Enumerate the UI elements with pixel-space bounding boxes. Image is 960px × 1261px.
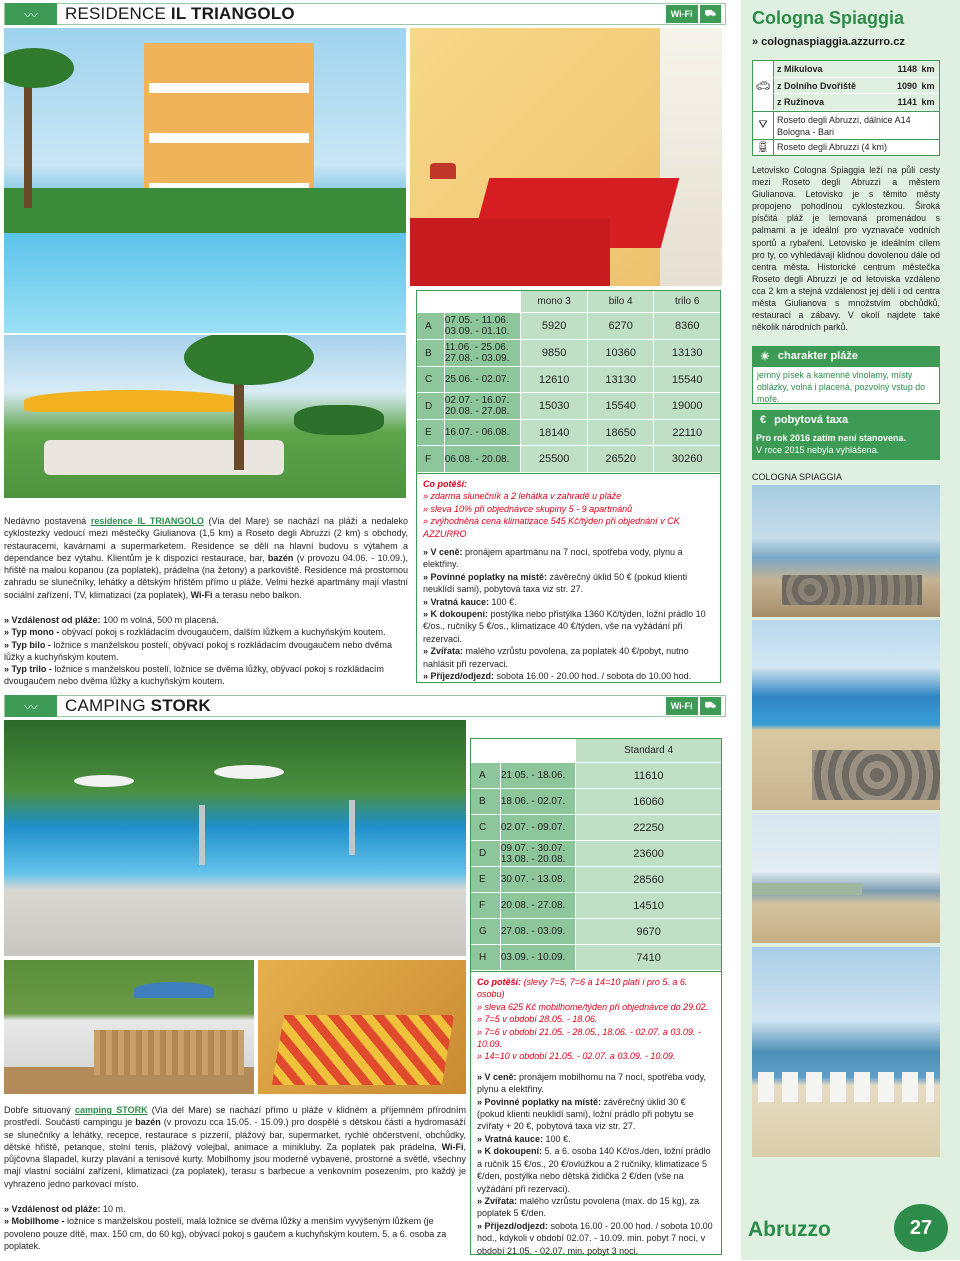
photo-caption: COLOGNA SPIAGGIA — [752, 472, 843, 482]
price-cell: 10360 — [588, 340, 655, 366]
season-key: E — [417, 420, 445, 445]
price-cell: 25500 — [521, 446, 588, 472]
season-key: E — [471, 867, 501, 892]
col-header: Standard 4 — [576, 739, 721, 762]
price-cell: 8360 — [654, 313, 720, 339]
price-row — [471, 841, 721, 867]
season-key: C — [417, 367, 445, 392]
info-item: » Zvířata: malého vzrůstu povolena, za poplatek 40 €/pobyt, nutno nahlásit při rezervaci. — [423, 646, 689, 669]
season-dates: 27.08. - 03.09. — [501, 919, 576, 944]
price-cell: 23600 — [576, 841, 721, 866]
highway-icon: ⛛ — [758, 119, 768, 131]
info-item: » Vratná kauce: 100 €. — [477, 1133, 571, 1144]
season-dates: 18.06. - 02.07. — [501, 789, 576, 814]
info-item: » K dokoupení: postýlka nebo přistýlka 1360 Kč/týden, ložní prádlo 10 €/os., ručníky 5 €/os., klimatizace 40 €/týden, vše na vyžádání při rezervaci. — [423, 609, 706, 644]
camping-header — [4, 695, 726, 717]
list-item: » Vzdálenost od pláže: 10 m. — [4, 1204, 126, 1214]
price-row — [471, 763, 721, 789]
season-dates: 20.08. - 27.08. — [501, 893, 576, 918]
beach-photo-1 — [752, 485, 940, 617]
list-item: » Typ mono - obývací pokoj s rozkládacím dvougaučem, dalším lůžkem a kuchyňským koutem. — [4, 627, 386, 638]
garden-photo — [4, 335, 406, 498]
season-dates: 06.08. - 20.08. — [445, 446, 521, 472]
info-item: » V ceně: pronájem apartmánu na 7 nocí, spotřeba vody, plynu a elektřiny. — [423, 547, 683, 570]
camping-pool-photo — [4, 720, 466, 956]
list-item: » Typ bilo - ložnice s manželskou postelí, obývací pokoj s rozkládacím dvougaučem nebo dvěma lůžky a kuchyňským koutem. — [4, 639, 393, 662]
info-list-1 — [423, 546, 714, 682]
residence-features — [4, 614, 408, 688]
camping-features — [4, 1203, 466, 1252]
sun-icon: ☀ — [760, 350, 770, 363]
car-icon: 🚗︎ — [755, 79, 771, 93]
mobilhome-photo — [4, 960, 254, 1094]
camping-link[interactable]: camping STORK — [75, 1105, 148, 1115]
swimmer-icon: 〰 — [5, 3, 57, 25]
camping-title: CAMPING STORK — [65, 696, 211, 715]
season-dates: 02.07. - 16.07. 20.08. - 27.08. — [445, 393, 521, 419]
mobilhome-bedroom-photo — [258, 960, 466, 1094]
beach-text: jemný písek a kamenné vlnolamy, místy oblázky, volná i placená, pozvolný vstup do moře. — [752, 366, 940, 404]
residence-header — [4, 3, 726, 25]
list-item: » Typ trilo - ložnice s manželskou postelí, ložnice se dvěma lůžky, obývací pokoj s rozkládacím dvougaučem nebo dvěma lůžky a kuchyňským koutem. — [4, 664, 384, 687]
col-header: trilo 6 — [654, 291, 720, 312]
season-key: G — [471, 919, 501, 944]
info-item: » Příjezd/odjezd: sobota 16.00 - 20.00 hod. / sobota 10.00 hod., kdykoli v období 02.07. - 10.09. min. pobyt 7 nocí, v období 21.05. - 02.07. min. pobyt 3 noci. — [477, 1220, 713, 1256]
info-list-2 — [477, 1071, 715, 1257]
beach-photo-2 — [752, 620, 940, 810]
season-key: C — [471, 815, 501, 840]
season-key: F — [471, 893, 501, 918]
price-cell: 11610 — [576, 763, 721, 788]
region-label: Abruzzo — [748, 1218, 831, 1241]
camping-price-table — [470, 738, 722, 1255]
perk-item: » zdarma slunečník a 2 lehátka v zahradě u pláže — [423, 491, 622, 502]
sidebar-description: Letovisko Cologna Spiaggia leží na půli cesty mezi Roseto degli Abruzzi a městem Giulianova. Letovisko je s těmito městy propojeno pohodlnou cyklostezkou. Široká písčitá pláž je lemovaná promenádou s palmami a je ideální pro vyznavače vodních sportů a rybaření. Letovisko je ideálním cílem pro ty, co vyhledávají klidnou dovolenou dále od centra města. Historické centrum městečka Roseto degli Abruzzi je od letoviska vzdáleno cca 2 km a stejná vzdálenost jej dělí i od centra města Giulianova s množstvím obchůdků, restaurací a zábavy. V okolí najdete také několik národních parků. — [752, 165, 940, 333]
swimmer-icon: 〰 — [5, 695, 57, 717]
season-key: D — [471, 841, 501, 866]
season-dates: 25.06. - 02.07. — [445, 367, 521, 392]
perk-item: » 14=10 v období 21.05. - 02.07. a 03.09. - 10.09. — [477, 1051, 676, 1062]
info-item: » Zvířata: malého vzrůstu povolena (max. do 15 kg), za poplatek 5 €/den. — [477, 1195, 700, 1219]
price-cell: 13130 — [588, 367, 655, 392]
price-cell: 15540 — [654, 367, 720, 392]
tax-text: Pro rok 2016 zatím není stanovena. V roce 2015 nebyla vyhlášena. — [752, 430, 940, 460]
price-row — [471, 815, 721, 841]
wifi-badge: Wi-Fi — [666, 5, 698, 23]
season-dates: 21.05. - 18.06. — [501, 763, 576, 788]
season-key: B — [471, 789, 501, 814]
price-row — [471, 789, 721, 815]
car-icon: ⛟ — [700, 5, 721, 23]
price-cell: 22110 — [654, 420, 720, 445]
info-item: » K dokoupení: 5. a 6. osoba 140 Kč/os./den, ložní prádlo a ručník 15 €/os., 20 €/ovlúžkou a 2 ručníky, klimatizace 5 €/den, postýlka nebo dětská židička 2 €/den (vše na vyžádání při rezervaci). — [477, 1146, 711, 1194]
price-row — [417, 446, 720, 473]
price-row — [471, 945, 721, 971]
tax-header: € pobytová taxa — [752, 410, 940, 430]
beach-photo-4 — [752, 947, 940, 1157]
season-key: D — [417, 393, 445, 419]
list-item: » Mobilhome - ložnice s manželskou postelí, malá ložnice se dvěma lůžky a menším vyvýšeným lůžkem (je povoleno pouze dítě, max. 150 cm, do 60 kg), obývací pokoj s gaučem a kuchyňským koutem. 5. a 6. osoba za poplatek. — [4, 1216, 447, 1251]
price-row — [471, 919, 721, 945]
price-cell: 26520 — [588, 446, 655, 472]
residence-price-table — [416, 290, 721, 683]
season-key: B — [417, 340, 445, 366]
price-row — [417, 367, 720, 393]
price-cell: 5920 — [521, 313, 588, 339]
season-dates: 07.05. - 11.06. 03.09. - 01.10. — [445, 313, 521, 339]
price-cell: 7410 — [576, 945, 721, 970]
price-row — [417, 393, 720, 420]
residence-link[interactable]: residence IL TRIANGOLO — [90, 516, 204, 526]
price-cell: 15540 — [588, 393, 655, 419]
price-row — [417, 420, 720, 446]
perk-item: » sleva 625 Kč mobilhome/týden při objednávce do 29.02. — [477, 1001, 709, 1012]
wifi-badge: Wi-Fi — [666, 697, 698, 715]
price-row — [471, 867, 721, 893]
perks-title: Co potěší: (slevy 7=5, 7=6 a 14=10 platí i pro 5. a 6. osobu) — [477, 977, 688, 1000]
beach-header: ☀ charakter pláže — [752, 346, 940, 366]
season-key: F — [417, 446, 445, 472]
beach-photo-3 — [752, 813, 940, 943]
season-key: H — [471, 945, 501, 970]
price-cell: 6270 — [588, 313, 655, 339]
info-item: » V ceně: pronájem mobilhomu na 7 nocí, spotřeba vody, plynu a elektřiny. — [477, 1071, 706, 1095]
price-row — [417, 313, 720, 340]
info-item: » Povinné poplatky na místě: závěrečný úklid 30 € (pokud klienti neuklidí sami), ložní prádlo při pobytu se zvířaty + 20 €, pobytová taxa viz str. 27. — [477, 1096, 694, 1132]
price-row — [471, 893, 721, 919]
bedroom-photo — [410, 28, 722, 286]
price-cell: 9850 — [521, 340, 588, 366]
season-dates: 03.09. - 10.09. — [501, 945, 576, 970]
list-item: » Vzdálenost od pláže: 100 m volná, 500 m placená. — [4, 615, 219, 625]
car-icon: ⛟ — [700, 697, 721, 715]
price-cell: 12610 — [521, 367, 588, 392]
distance-box: 🚗︎ z Mikulova 1148 km z Dolního Dvořiště 1090 km z Ružinova 1141 km ⛛ Roseto degli Abruzzi, dálnice A14 Bologna - Bari 🚆︎ Roseto degli Abruzzi (4 km) — [752, 60, 940, 156]
col-header: bilo 4 — [588, 291, 655, 312]
residence-title: RESIDENCE IL TRIANGOLO — [65, 4, 295, 23]
price-cell: 13130 — [654, 340, 720, 366]
season-dates: 30.07. - 13.08. — [501, 867, 576, 892]
page-number: 27 — [894, 1204, 948, 1252]
price-cell: 28560 — [576, 867, 721, 892]
hotel-pool-photo — [4, 28, 406, 333]
perk-item: » zvýhodněná cena klimatizace 545 Kč/týden při objednání v CK AZZURRO — [423, 516, 680, 539]
price-row — [417, 340, 720, 367]
price-cell: 18650 — [588, 420, 655, 445]
sidebar-title: Cologna Spiaggia — [752, 8, 905, 28]
season-key: A — [417, 313, 445, 339]
residence-description: Nedávno postavená residence IL TRIANGOLO (Via del Mare) se nachází na pláži a nedaleko cyklostezky vedoucí mezi městečky Giulianova (1,5 km) a Roseto degli Abruzzi (2 km) s obchody, restauracemi, kavárnami a supermarketem. Residence se dělí na hlavní budovu s výtahem a dependance bez výtahu. Klientům je k dispozici restaurace, bar, bazén (v provozu 04.06. - 10.09.), hřiště na malou kopanou (za poplatek), prádelna (na žetony) a parkoviště. Residence má prostornou zahradu se slunečníky, lehátky a dětským hřištěm přímo u pláže. Velmi hezké apartmány mají vlastní sociální zařízení, TV, klimatizaci (za poplatek), Wi-Fi a terasu nebo balkon. — [4, 516, 409, 600]
season-dates: 16.07. - 06.08. — [445, 420, 521, 445]
price-cell: 22250 — [576, 815, 721, 840]
price-cell: 18140 — [521, 420, 588, 445]
season-dates: 11.06. - 25.06. 27.08. - 03.09. — [445, 340, 521, 366]
camping-description: Dobře situovaný camping STORK (Via del Mare) se nachází přímo u pláže v klidném a příjemném přírodním prostředí. Součástí campingu je bazén (v provozu cca 15.05. - 15.09.) pro dospělé s dětskou částí a hydromasáží se slunečníky a lehátky, recepce, restaurace s pizzerií, plážový bar, supermarket, rychlé občerstvení, obchůdky, dětské hřiště, petanque, stolní tenis, plážový volejbal, animace a minikluby. Za poplatek pak prádelna, Wi-Fi, půjčovna šlapadel, kurzy plavání a tenisové kurty. Mobilhomy jsou moderně vybavené, prostorné a světlé, všechny mají vlastní sociální zařízení, klimatizaci (za poplatek), terasu s barbecue a venkovním posezením, pro každý je vyhrazeno jedno parkovací místo. — [4, 1105, 466, 1189]
perk-item: » 7=6 v období 21.05. - 28.05., 18.06. - 02.07. a 03.09. - 10.09. — [477, 1026, 701, 1050]
season-dates: 09.07. - 30.07. 13.08. - 20.08. — [501, 841, 576, 866]
perk-item: » sleva 10% při objednávce skupiny 5 - 9 apartmánů — [423, 503, 633, 514]
price-cell: 15030 — [521, 393, 588, 419]
info-item: » Příjezd/odjezd: sobota 16.00 - 20.00 hod. / sobota do 10.00 hod. — [423, 671, 692, 682]
euro-icon: € — [760, 414, 767, 426]
col-header: mono 3 — [521, 291, 588, 312]
perks-title: Co potěší: — [423, 479, 467, 489]
season-dates: 02.07. - 09.07. — [501, 815, 576, 840]
price-cell: 14510 — [576, 893, 721, 918]
sidebar-web-link[interactable]: » colognaspiaggia.azzurro.cz — [752, 36, 905, 48]
price-cell: 30260 — [654, 446, 720, 472]
price-cell: 19000 — [654, 393, 720, 419]
price-cell: 9670 — [576, 919, 721, 944]
info-item: » Vratná kauce: 100 €. — [423, 596, 517, 607]
price-cell: 16060 — [576, 789, 721, 814]
info-item: » Povinné poplatky na místě: závěrečný úklid 50 € (pokud klienti neuklídí sami), pobytová taxa viz str. 27. — [423, 571, 688, 595]
train-icon: 🚆︎ — [756, 142, 770, 153]
perk-item: » 7=5 v období 28.05. - 18.06. — [477, 1014, 598, 1025]
season-key: A — [471, 763, 501, 788]
